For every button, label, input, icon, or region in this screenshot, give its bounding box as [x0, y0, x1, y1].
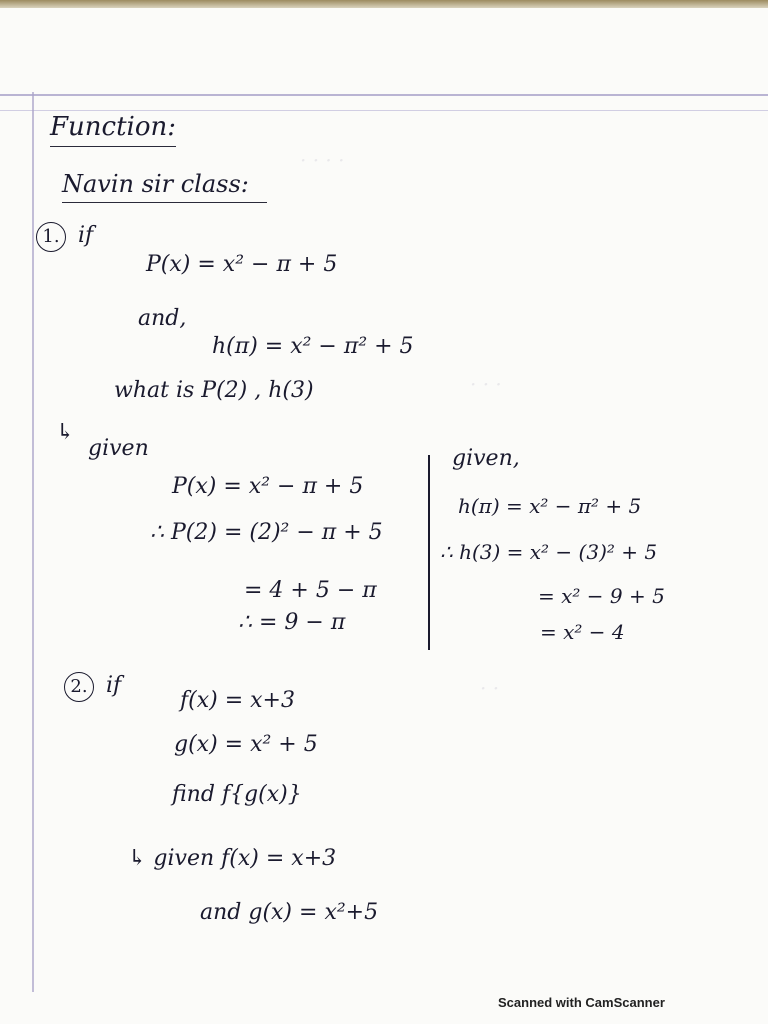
ruled-header-line-secondary — [0, 110, 768, 111]
bleed-through-mark: · · — [480, 676, 500, 700]
scanner-watermark: Scanned with CamScanner — [498, 995, 665, 1010]
g-definition: g(x) = x² + 5 — [174, 732, 318, 757]
solution-line-4: ∴ = 9 − π — [238, 610, 346, 635]
column-divider — [428, 455, 430, 650]
if-word: if — [106, 673, 122, 698]
question-number-badge: 2. — [64, 672, 94, 702]
question-1-prompt: what is P(2) , h(3) — [114, 378, 314, 403]
solution-line-3: = 4 + 5 − π — [244, 578, 377, 603]
given-label-right: given, — [452, 446, 520, 471]
right-line-2: ∴ h(3) = x² − (3)² + 5 — [440, 540, 658, 564]
question-2-header — [64, 672, 121, 702]
ruled-header-line — [0, 94, 768, 96]
and-line: and g(x) = x²+5 — [200, 900, 379, 925]
f-definition: f(x) = x+3 — [180, 688, 295, 713]
given-line: ↳ given f(x) = x+3 — [128, 846, 337, 871]
question-1-header — [36, 222, 93, 252]
if-word: if — [78, 223, 94, 248]
p-definition: P(x) = x² − π + 5 — [146, 252, 338, 277]
right-line-4: = x² − 4 — [540, 620, 625, 644]
solution-arrow: ↳ — [56, 420, 75, 445]
page-subtitle: Navin sir class: — [62, 170, 267, 203]
page-title: Function: — [50, 112, 176, 147]
right-line-1: h(π) = x² − π² + 5 — [458, 494, 642, 518]
h-definition: h(π) = x² − π² + 5 — [212, 334, 414, 359]
solution-line-2: ∴ P(2) = (2)² − π + 5 — [150, 520, 383, 545]
solution-line-1: P(x) = x² − π + 5 — [172, 474, 364, 499]
bleed-through-mark: · · · · — [300, 148, 345, 172]
question-number-badge: 1. — [36, 222, 66, 252]
margin-line — [32, 92, 34, 992]
given-label: given — [88, 436, 149, 461]
and-word: and, — [138, 306, 187, 331]
bleed-through-mark: · · · — [470, 372, 502, 396]
page-top-edge — [0, 0, 768, 8]
right-line-3: = x² − 9 + 5 — [538, 584, 665, 608]
find-instruction: find f{g(x)} — [172, 782, 302, 807]
